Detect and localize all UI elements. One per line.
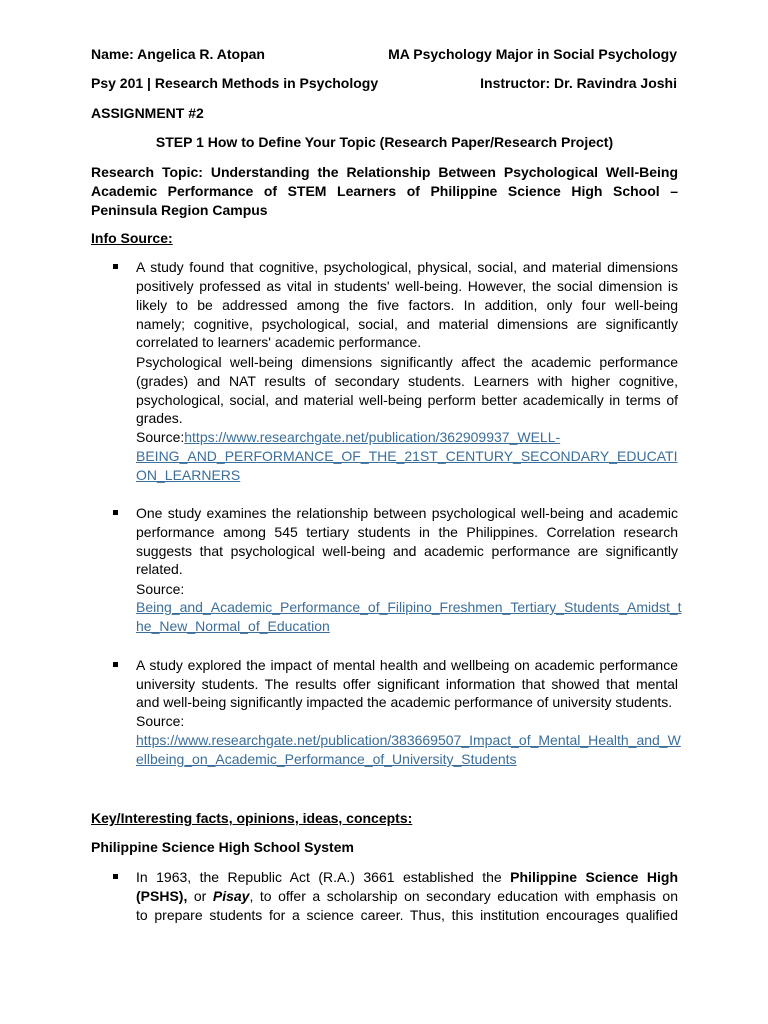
body-line: correlated to learners' academic performance. <box>136 334 422 350</box>
facts-subheading: Philippine Science High School System <box>91 839 354 855</box>
text-run: or <box>187 888 213 904</box>
body-line: positively professed as vital in students' well-being. However, the social dimension is <box>136 278 678 294</box>
source-label: Source: <box>136 429 185 445</box>
bold-term: (PSHS), <box>136 888 188 904</box>
body-line: One study examines the relationship between psychological well-being and academic <box>136 505 678 521</box>
source-link[interactable]: BEING_AND_PERFORMANCE_OF_THE_21ST_CENTURY_SECONDARY_EDUCATI <box>136 448 678 464</box>
body-line: grades. <box>136 410 183 426</box>
source-link[interactable]: https://www.researchgate.net/publication/362909937_WELL- <box>184 429 561 445</box>
source-label: Source: <box>136 581 185 597</box>
research-topic <box>91 163 678 220</box>
body-line: university students. The results offer significant information that showed that mental <box>136 676 678 692</box>
topic-line: Peninsula Region Campus <box>91 202 268 218</box>
body-line: to prepare students for a science career. Thus, this institution encourages qualified <box>136 907 678 923</box>
body-line: suggests that psychological well-being and academic performance are significantly <box>136 543 678 559</box>
bullet-icon <box>113 510 118 515</box>
bold-italic-term: Pisay <box>212 888 250 904</box>
course: Psy 201 | Research Methods in Psychology <box>91 75 379 91</box>
source-line <box>136 429 560 445</box>
body-line <box>136 868 678 887</box>
body-line: psychological, social, and material well-being perform better academically in terms of <box>136 392 678 408</box>
body-line: A study found that cognitive, psychological, physical, social, and material dimensions <box>136 259 678 275</box>
program: MA Psychology Major in Social Psychology <box>388 46 677 62</box>
step-title: STEP 1 How to Define Your Topic (Research Paper/Research Project) <box>155 134 614 150</box>
body-line: A study explored the impact of mental health and wellbeing on academic performance <box>136 657 678 673</box>
body-line <box>136 887 678 906</box>
body-line: namely; cognitive, psychological, social, and material dimensions are significantly <box>136 316 678 332</box>
body-line: performance among 545 tertiary students in the Philippines. Correlation research <box>136 524 678 540</box>
body-line: and well-being significantly impacted the academic performance of university students. <box>136 694 673 710</box>
body-line: (grades) and NAT results of secondary students. Learners with higher cognitive, <box>136 373 678 389</box>
text-run: , to offer a scholarship on secondary education with emphasis on <box>249 888 678 904</box>
body-line: related. <box>136 561 183 577</box>
bullet-icon <box>113 264 118 269</box>
source-link[interactable]: https://www.researchgate.net/publication/383669507_Impact_of_Mental_Health_and_W <box>136 732 681 748</box>
source-link[interactable]: ON_LEARNERS <box>136 467 241 483</box>
source-link[interactable]: ellbeing_on_Academic_Performance_of_University_Students <box>136 751 517 767</box>
source-link[interactable]: Being_and_Academic_Performance_of_Filipino_Freshmen_Tertiary_Students_Amidst_t <box>136 599 682 615</box>
bullet-icon <box>113 662 118 667</box>
student-name: Name: Angelica R. Atopan <box>91 46 265 62</box>
facts-heading: Key/Interesting facts, opinions, ideas, concepts: <box>91 810 413 826</box>
source-label: Source: <box>136 713 185 729</box>
source-link[interactable]: he_New_Normal_of_Education <box>136 618 330 634</box>
topic-line: Research Topic: Understanding the Relationship Between Psychological Well-Being <box>91 164 678 180</box>
bold-term: Philippine Science High <box>510 869 678 885</box>
info-source-heading: Info Source: <box>91 230 173 246</box>
assignment-title: ASSIGNMENT #2 <box>91 105 204 121</box>
instructor: Instructor: Dr. Ravindra Joshi <box>480 75 677 91</box>
topic-line: Academic Performance of STEM Learners of Philippine Science High School – <box>91 183 678 199</box>
source-line <box>136 580 678 599</box>
bullet-icon <box>113 874 118 879</box>
body-line: likely to be addressed among the five factors. In addition, only four well-being <box>136 297 678 313</box>
body-line: Psychological well-being dimensions significantly affect the academic performance <box>136 354 678 370</box>
text-run: In 1963, the Republic Act (R.A.) 3661 established the <box>136 869 511 885</box>
